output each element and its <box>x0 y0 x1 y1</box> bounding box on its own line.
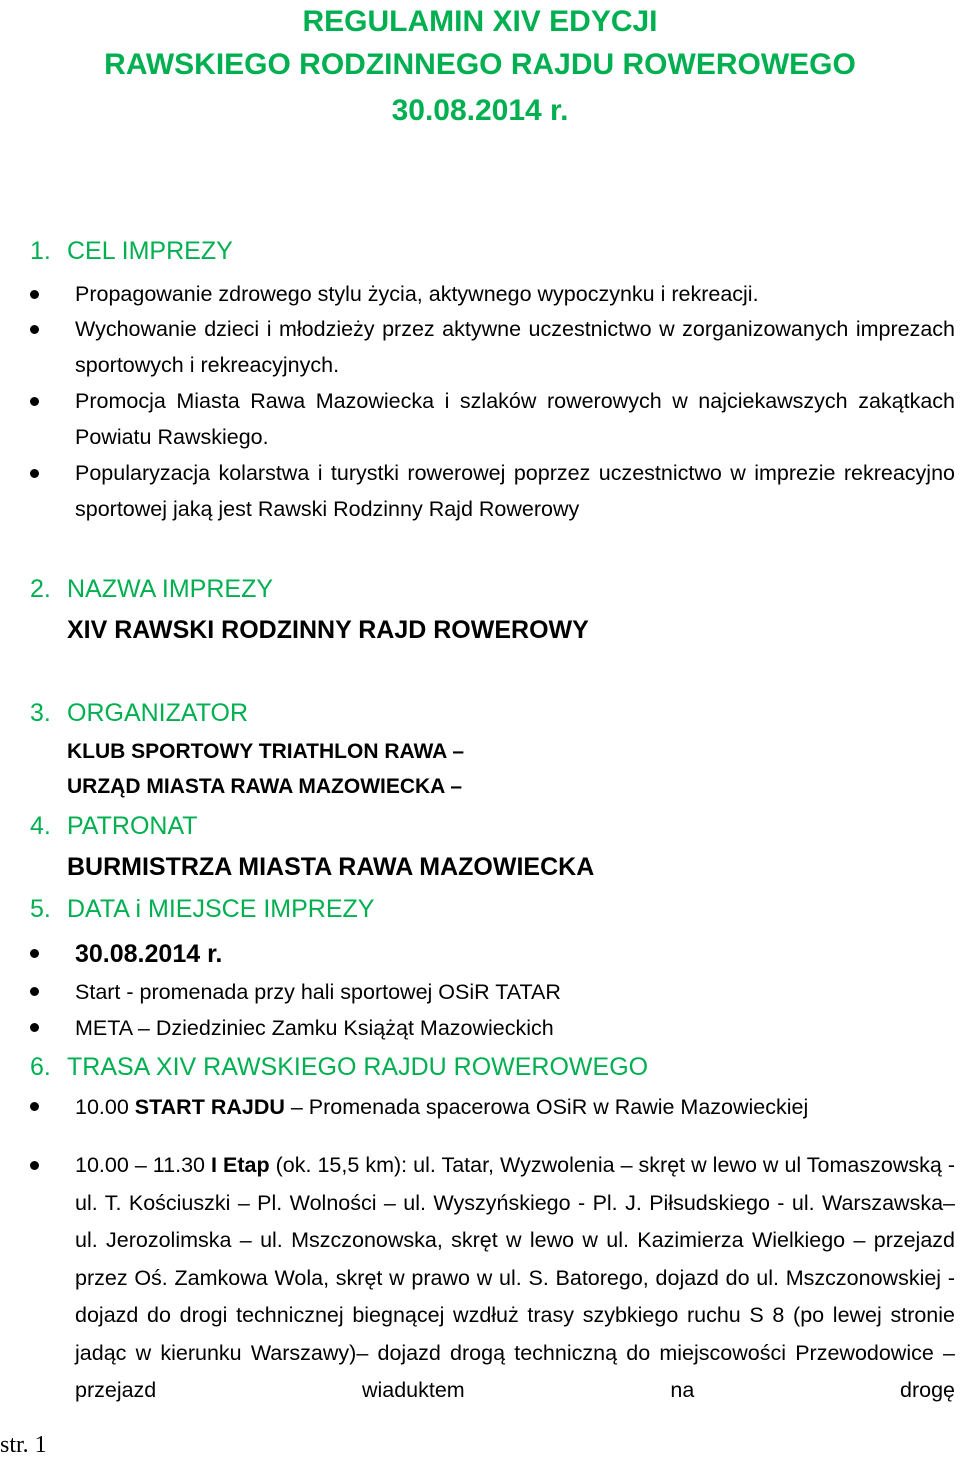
patron-name: BURMISTRZA MIASTA RAWA MAZOWIECKA <box>67 853 595 881</box>
doc-title-line1: REGULAMIN XIV EDYCJI <box>302 5 658 38</box>
section-2-number: 2. <box>30 575 51 603</box>
bullet-icon <box>30 1023 39 1032</box>
section-1-heading <box>30 236 233 266</box>
section-6-number: 6. <box>30 1053 51 1081</box>
bullet-icon <box>30 1161 39 1170</box>
section-1-title: CEL IMPREZY <box>67 237 233 265</box>
bullet-icon <box>30 469 39 478</box>
section-3-title: ORGANIZATOR <box>67 699 249 727</box>
route-item-1 <box>75 1092 808 1122</box>
section-6-heading <box>30 1052 648 1082</box>
section-2-title: NAZWA IMPREZY <box>67 575 274 603</box>
bullet-icon <box>30 325 39 334</box>
section-3-heading <box>30 698 248 728</box>
section-5-title: DATA i MIEJSCE IMPREZY <box>67 895 375 923</box>
section-5-number: 5. <box>30 895 51 923</box>
route-item-1-time: 10.00 <box>75 1095 135 1119</box>
event-name: XIV RAWSKI RODZINNY RAJD ROWEROWY <box>67 616 589 644</box>
organizer-line-2: URZĄD MIASTA RAWA MAZOWIECKA – <box>67 775 463 798</box>
bullet-icon <box>30 397 39 406</box>
section-3-number: 3. <box>30 699 51 727</box>
bullet-icon <box>30 290 39 299</box>
bullet-icon <box>30 987 39 996</box>
doc-title-line2: RAWSKIEGO RODZINNEGO RAJDU ROWEROWEGO <box>104 48 856 81</box>
route-item-1-text: – Promenada spacerowa OSiR w Rawie Mazowieckiej <box>284 1095 809 1119</box>
start-location: Start - promenada przy hali sportowej OSiR TATAR <box>75 980 561 1004</box>
event-date: 30.08.2014 r. <box>75 940 223 968</box>
doc-title-date: 30.08.2014 r. <box>391 94 569 127</box>
section-1-number: 1. <box>30 237 51 265</box>
organizer-line-1: KLUB SPORTOWY TRIATHLON RAWA – <box>67 740 465 763</box>
section-4-number: 4. <box>30 812 51 840</box>
page-number: str. 1 <box>0 1432 47 1458</box>
route-item-2-time: 10.00 – 11.30 <box>75 1153 212 1177</box>
finish-location: META – Dziedziniec Zamku Książąt Mazowieckich <box>75 1016 554 1040</box>
section-1-bullet-4: Popularyzacja kolarstwa i turystki rowerowej poprzez uczestnictwo w imprezie rekreacyjno sportowej jaką jest Rawski Rodzinny Rajd Rowerowy <box>75 461 955 521</box>
section-4-title: PATRONAT <box>67 812 198 840</box>
route-item-2-label: I Etap <box>211 1153 270 1177</box>
section-2-heading <box>30 574 273 604</box>
section-5-heading <box>30 894 374 924</box>
section-4-heading <box>30 811 198 841</box>
bullet-icon <box>30 1102 39 1111</box>
route-item-1-label: START RAJDU <box>134 1095 285 1119</box>
section-6-title: TRASA XIV RAWSKIEGO RAJDU ROWEROWEGO <box>67 1053 649 1081</box>
section-1-bullet-3: Promocja Miasta Rawa Mazowiecka i szlaków rowerowych w najciekawszych zakątkach Powiatu Rawskiego. <box>75 389 955 449</box>
section-1-bullet-1: Propagowanie zdrowego stylu życia, aktywnego wypoczynku i rekreacji. <box>75 282 759 306</box>
section-1-bullet-2: Wychowanie dzieci i młodzieży przez aktywne uczestnictwo w zorganizowanych imprezach sportowych i rekreacyjnych. <box>75 317 955 377</box>
route-item-2 <box>75 1147 955 1410</box>
bullet-icon <box>30 949 39 958</box>
route-item-2-text: (ok. 15,5 km): ul. Tatar, Wyzwolenia – skręt w lewo w ul Tomaszowską - ul. T. Kościuszki – Pl. Wolności – ul. Wyszyńskiego - Pl. J. Piłsudskiego - ul. Warszawska– ul. Jerozolimska – ul. Mszczonowska, skręt w lewo w ul. Kazimierza Wielkiego – przejazd przez Oś. Zamkowa Wola, skręt w prawo w ul. S. Batorego, dojazd do ul. Mszczonowskiej - dojazd do drogi technicznej biegnącej wzdłuż trasy szybkiego ruchu S 8 (po lewej stronie jadąc w kierunku Warszawy)– dojazd drogą techniczną do miejscowości Przewodowice – przejazd wiaduktem na drogę <box>75 1153 955 1402</box>
